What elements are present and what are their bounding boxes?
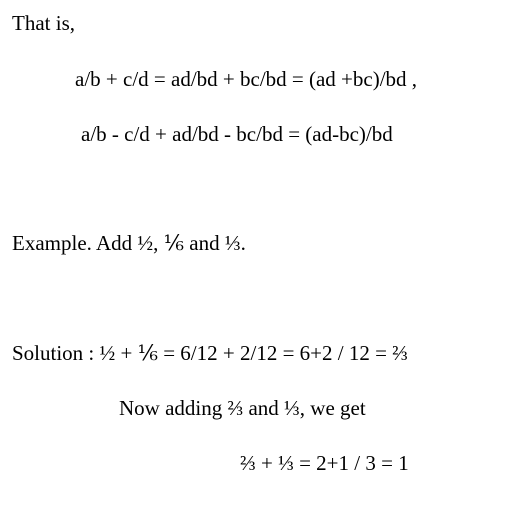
addition-formula: a/b + c/d = ad/bd + bc/bd = (ad +bc)/bd , bbox=[75, 67, 418, 91]
solution-step-1: Solution : ½ + ⅙ = 6/12 + 2/12 = 6+2 / 12 = ⅔ bbox=[12, 341, 408, 365]
example-heading: Example. Add ½, ⅙ and ⅓. bbox=[12, 231, 246, 255]
intro-text: That is, bbox=[12, 11, 75, 35]
solution-step-2: Now adding ⅔ and ⅓, we get bbox=[119, 396, 366, 420]
subtraction-formula: a/b - c/d + ad/bd - bc/bd = (ad-bc)/bd bbox=[81, 122, 393, 146]
solution-result: ⅔ + ⅓ = 2+1 / 3 = 1 bbox=[240, 451, 409, 475]
